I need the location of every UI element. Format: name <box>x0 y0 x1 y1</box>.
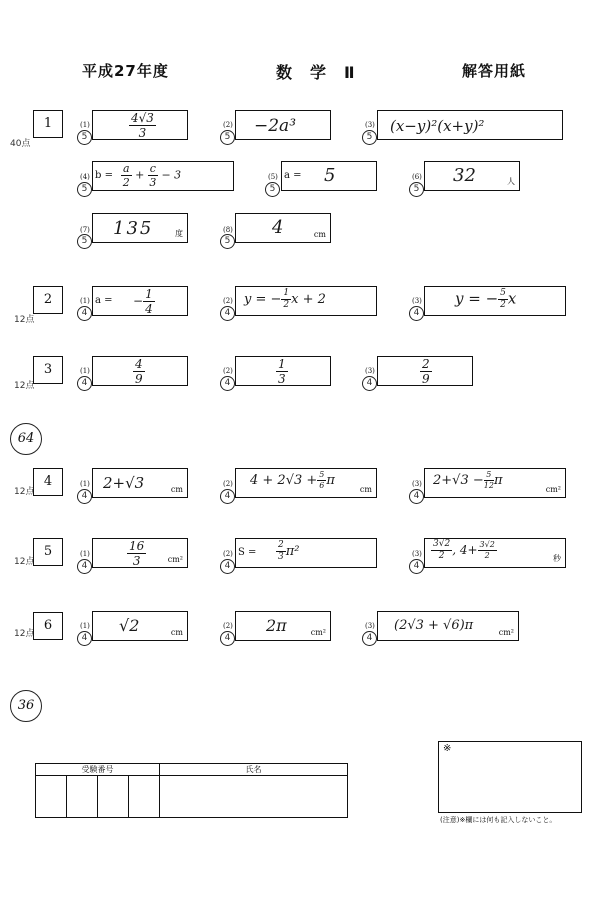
answer-2-3: y = − $\frac{5}{2}$ x <box>455 288 517 310</box>
name-header: 氏名 <box>160 764 348 776</box>
answer-5-1: $\frac{16}{3}$ <box>129 539 145 568</box>
mark-3-1: 4 <box>77 376 92 391</box>
exam-number-digit-4[interactable] <box>129 776 160 818</box>
answer-box-6-1[interactable] <box>92 611 188 641</box>
answer-box-4-1[interactable] <box>92 468 188 498</box>
section-6-score: 12点 <box>14 629 35 639</box>
label-1-5: (5) <box>268 173 278 181</box>
mark-3-2: 4 <box>220 376 235 391</box>
section-5-number: 5 <box>33 538 63 566</box>
exam-year: 平成27年度 <box>82 62 169 80</box>
section-1-score: 40点 <box>10 139 31 149</box>
unit-1-8: cm <box>313 230 326 239</box>
answer-box-4-2[interactable] <box>235 468 377 498</box>
answer-6-2: 2π <box>266 616 287 635</box>
label-1-7: (7) <box>80 226 90 234</box>
unit-4-3: cm² <box>545 485 561 494</box>
answer-box-2-2[interactable] <box>235 286 377 316</box>
subtotal-second: 36 <box>10 690 42 722</box>
mark-5-1: 4 <box>77 559 92 574</box>
answer-1-2: −2a³ <box>254 116 297 136</box>
answer-box-4-3[interactable] <box>424 468 566 498</box>
office-use-box <box>438 741 582 813</box>
answer-3-2: $\frac{1}{3}$ <box>278 357 286 386</box>
mark-2-3: 4 <box>409 306 424 321</box>
section-2-score: 12点 <box>14 315 35 325</box>
answer-box-6-2[interactable] <box>235 611 331 641</box>
mark-4-3: 4 <box>409 489 424 504</box>
answer-4-3: 2+√3 − $\frac{5}{12}$ π <box>433 470 503 490</box>
unit-6-1: cm <box>170 628 183 637</box>
answer-box-5-3[interactable] <box>424 538 566 568</box>
answer-5-2-prefix: S = <box>238 547 257 558</box>
answer-box-5-1[interactable] <box>92 538 188 568</box>
answer-1-6: 32 <box>453 165 476 186</box>
subtotal-first: 64 <box>10 423 42 455</box>
unit-5-3: 秒 <box>553 554 561 563</box>
answer-1-5: 5 <box>324 165 336 186</box>
unit-4-2: cm <box>359 485 372 494</box>
name-field[interactable] <box>160 776 348 818</box>
label-1-6: (6) <box>412 173 422 181</box>
label-2-2: (2) <box>223 297 233 305</box>
section-5-score: 12点 <box>14 557 35 567</box>
label-6-1: (1) <box>80 622 90 630</box>
answer-4-2: 4 + 2√3 + $\frac{5}{6}$ π <box>250 470 335 490</box>
answer-6-3: (2√3 + √6)π <box>394 618 474 633</box>
label-5-3: (3) <box>412 550 422 558</box>
label-1-3: (3) <box>365 121 375 129</box>
office-use-note: (注意)※欄には何も記入しないこと。 <box>440 816 557 824</box>
answer-5-3: $\frac{3√2}{2}$ , 4+ $\frac{3√2}{2}$ <box>433 539 495 561</box>
mark-3-3: 4 <box>362 376 377 391</box>
mark-6-1: 4 <box>77 631 92 646</box>
label-6-3: (3) <box>365 622 375 630</box>
answer-box-3-2[interactable] <box>235 356 331 386</box>
answer-6-1: √2 <box>119 616 140 635</box>
answer-box-2-1[interactable] <box>92 286 188 316</box>
answer-4-1: 2+√3 <box>103 474 145 492</box>
label-6-2: (2) <box>223 622 233 630</box>
answer-box-6-3[interactable] <box>377 611 519 641</box>
label-1-4: (4) <box>80 173 90 181</box>
answer-1-7: 135 <box>113 218 154 239</box>
answer-2-1-prefix: a = <box>95 295 113 306</box>
label-1-8: (8) <box>223 226 233 234</box>
answer-box-1-3[interactable] <box>377 110 563 140</box>
section-4-number: 4 <box>33 468 63 496</box>
answer-5-2: $\frac{2}{3}$ π² <box>278 540 300 562</box>
answer-2-1: − $\frac{1}{4}$ <box>133 287 153 316</box>
mark-1-1: 5 <box>77 130 92 145</box>
exam-number-digit-1[interactable] <box>36 776 67 818</box>
label-3-2: (2) <box>223 367 233 375</box>
mark-6-2: 4 <box>220 631 235 646</box>
unit-6-2: cm² <box>310 628 326 637</box>
answer-box-5-2[interactable] <box>235 538 377 568</box>
unit-1-7: 度 <box>175 229 183 238</box>
exam-number-header: 受験番号 <box>36 764 160 776</box>
label-3-3: (3) <box>365 367 375 375</box>
label-3-1: (1) <box>80 367 90 375</box>
section-1-number: 1 <box>33 110 63 138</box>
label-1-2: (2) <box>223 121 233 129</box>
unit-6-3: cm² <box>498 628 514 637</box>
answer-3-3: $\frac{2}{9}$ <box>422 357 430 386</box>
answer-box-1-5[interactable] <box>281 161 377 191</box>
answer-box-1-2[interactable] <box>235 110 331 140</box>
mark-1-5: 5 <box>265 182 280 197</box>
mark-5-2: 4 <box>220 559 235 574</box>
label-5-1: (1) <box>80 550 90 558</box>
label-4-2: (2) <box>223 480 233 488</box>
answer-1-4: $\frac{a}{2}$ + $\frac{c}{3}$ − 3 <box>122 162 182 189</box>
answer-2-2: y = − $\frac{1}{2}$ x + 2 <box>244 288 326 310</box>
section-3-number: 3 <box>33 356 63 384</box>
answer-box-3-3[interactable] <box>377 356 473 386</box>
mark-6-3: 4 <box>362 631 377 646</box>
mark-5-3: 4 <box>409 559 424 574</box>
answer-box-1-4[interactable] <box>92 161 234 191</box>
mark-1-3: 5 <box>362 130 377 145</box>
answer-1-5-prefix: a = <box>284 170 302 181</box>
mark-1-2: 5 <box>220 130 235 145</box>
label-4-3: (3) <box>412 480 422 488</box>
answer-sheet-title: 解答用紙 <box>462 62 527 80</box>
unit-4-1: cm <box>170 485 183 494</box>
label-2-3: (3) <box>412 297 422 305</box>
mark-2-2: 4 <box>220 306 235 321</box>
label-5-2: (2) <box>223 550 233 558</box>
exam-number-digit-2[interactable] <box>67 776 98 818</box>
mark-4-2: 4 <box>220 489 235 504</box>
answer-1-1: $\frac{4√3}{3}$ <box>131 111 154 140</box>
mark-1-8: 5 <box>220 234 235 249</box>
label-4-1: (1) <box>80 480 90 488</box>
answer-box-3-1[interactable] <box>92 356 188 386</box>
mark-1-7: 5 <box>77 234 92 249</box>
mark-4-1: 4 <box>77 489 92 504</box>
section-3-score: 12点 <box>14 381 35 391</box>
answer-box-1-7[interactable] <box>92 213 188 243</box>
mark-1-6: 5 <box>409 182 424 197</box>
answer-1-3: (x−y)²(x+y)² <box>390 117 485 135</box>
answer-1-8: 4 <box>272 217 284 238</box>
office-use-mark: ※ <box>443 743 452 754</box>
answer-3-1: $\frac{4}{9}$ <box>135 357 143 386</box>
unit-5-1: cm² <box>167 555 183 564</box>
unit-1-6: 人 <box>507 177 515 186</box>
exam-number-digit-3[interactable] <box>98 776 129 818</box>
section-2-number: 2 <box>33 286 63 314</box>
label-1-1: (1) <box>80 121 90 129</box>
subject-title: 数 学 Ⅱ <box>276 63 356 82</box>
examinee-table <box>35 763 348 818</box>
mark-2-1: 4 <box>77 306 92 321</box>
answer-box-1-6[interactable] <box>424 161 520 191</box>
section-4-score: 12点 <box>14 487 35 497</box>
label-2-1: (1) <box>80 297 90 305</box>
mark-1-4: 5 <box>77 182 92 197</box>
answer-box-1-1[interactable] <box>92 110 188 140</box>
answer-1-4-prefix: b = <box>95 170 113 181</box>
section-6-number: 6 <box>33 612 63 640</box>
answer-box-1-8[interactable] <box>235 213 331 243</box>
answer-box-2-3[interactable] <box>424 286 566 316</box>
